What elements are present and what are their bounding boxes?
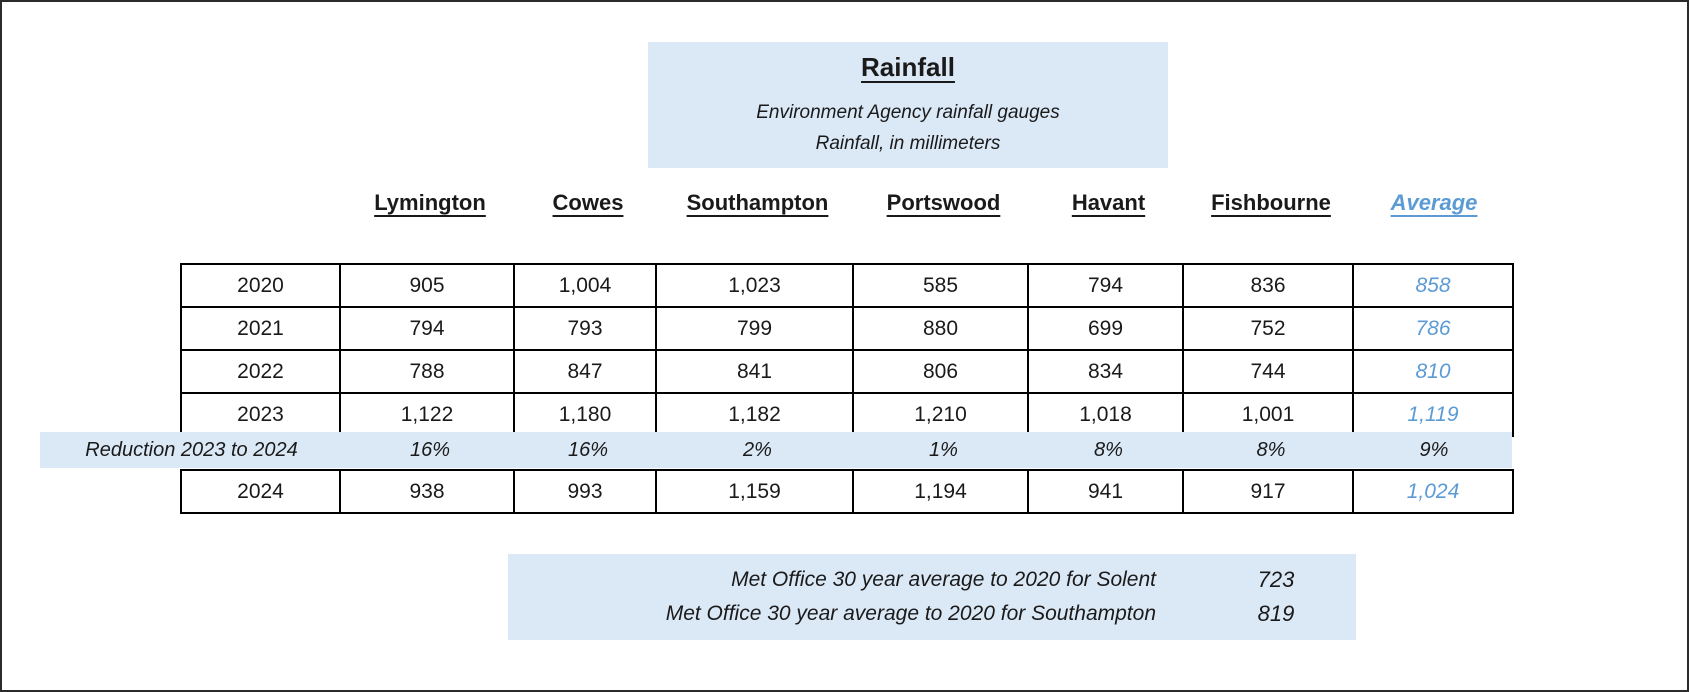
value-cell-havant: 794 [1029,265,1184,306]
value-cell-havant: 834 [1029,351,1184,392]
value-cell-lymington: 1,122 [341,394,515,435]
column-header-havant: Havant [1071,190,1146,215]
value-cell-cowes: 993 [515,471,657,512]
value-cell-portswood: 585 [854,265,1029,306]
value-cell-southampton: 1,023 [657,265,854,306]
value-cell-southampton: 1,159 [657,471,854,512]
table-row-2024 [182,471,1512,512]
value-cell-lymington: 905 [341,265,515,306]
value-cell-cowes: 1,004 [515,265,657,306]
title-box [648,42,1168,168]
value-cell-southampton: 841 [657,351,854,392]
table-row-2020 [182,265,1512,308]
subtitle-units: Rainfall, in millimeters [815,133,1001,154]
rainfall-table-upper [180,263,1514,437]
footnote-value: 723 [1257,567,1295,593]
average-cell: 786 [1415,316,1451,340]
value-cell-cowes: 847 [515,351,657,392]
reduction-label: Reduction 2023 to 2024 [85,438,298,461]
value-cell-fishbourne: 752 [1184,308,1354,349]
value-cell-portswood: 880 [854,308,1029,349]
reduction-value-portswood: 1% [929,438,958,461]
column-header-lymington: Lymington [374,190,486,215]
reduction-value-havant: 8% [1094,438,1123,461]
value-cell-cowes: 1,180 [515,394,657,435]
year-cell: 2024 [182,471,341,512]
value-cell-portswood: 1,210 [854,394,1029,435]
reduction-value-average: 9% [1419,438,1449,461]
met-office-box [508,554,1356,640]
table-row-2023 [182,394,1512,435]
reduction-value-lymington: 16% [409,438,451,461]
footnote-value: 819 [1257,600,1295,626]
column-header-fishbourne: Fishbourne [1211,190,1331,215]
value-cell-fishbourne: 744 [1184,351,1354,392]
average-cell: 810 [1415,359,1451,383]
value-cell-portswood: 1,194 [854,471,1029,512]
value-cell-fishbourne: 836 [1184,265,1354,306]
year-cell: 2022 [182,351,341,392]
reduction-value-cowes: 16% [567,438,609,461]
reduction-value-fishbourne: 8% [1256,438,1286,461]
footnote-row-southampton [528,601,1336,627]
rainfall-table-2024 [180,469,1514,514]
column-header-average: Average [1390,190,1478,215]
value-cell-havant: 699 [1029,308,1184,349]
year-cell: 2020 [182,265,341,306]
value-cell-lymington: 788 [341,351,515,392]
value-cell-lymington: 938 [341,471,515,512]
reduction-row [40,432,1512,468]
subtitle-source: Environment Agency rainfall gauges [756,102,1060,123]
footnote-row-solent [528,567,1336,593]
value-cell-havant: 941 [1029,471,1184,512]
value-cell-lymington: 794 [341,308,515,349]
value-cell-portswood: 806 [854,351,1029,392]
value-cell-havant: 1,018 [1029,394,1184,435]
column-header-portswood: Portswood [886,190,1001,215]
year-cell: 2021 [182,308,341,349]
value-cell-fishbourne: 1,001 [1184,394,1354,435]
year-cell: 2023 [182,394,341,435]
table-row-2021 [182,308,1512,351]
page-title: Rainfall [861,52,955,82]
reduction-value-southampton: 2% [743,438,772,461]
average-cell: 858 [1415,273,1451,297]
table-row-2022 [182,351,1512,394]
average-cell: 1,119 [1407,402,1459,426]
footnote-label: Met Office 30 year average to 2020 for Southampton [665,601,1156,625]
footnote-label: Met Office 30 year average to 2020 for Solent [731,568,1156,592]
value-cell-fishbourne: 917 [1184,471,1354,512]
column-header-cowes: Cowes [552,190,624,215]
value-cell-southampton: 799 [657,308,854,349]
column-header-southampton: Southampton [686,190,829,215]
value-cell-cowes: 793 [515,308,657,349]
average-cell: 1,024 [1406,479,1460,503]
value-cell-southampton: 1,182 [657,394,854,435]
